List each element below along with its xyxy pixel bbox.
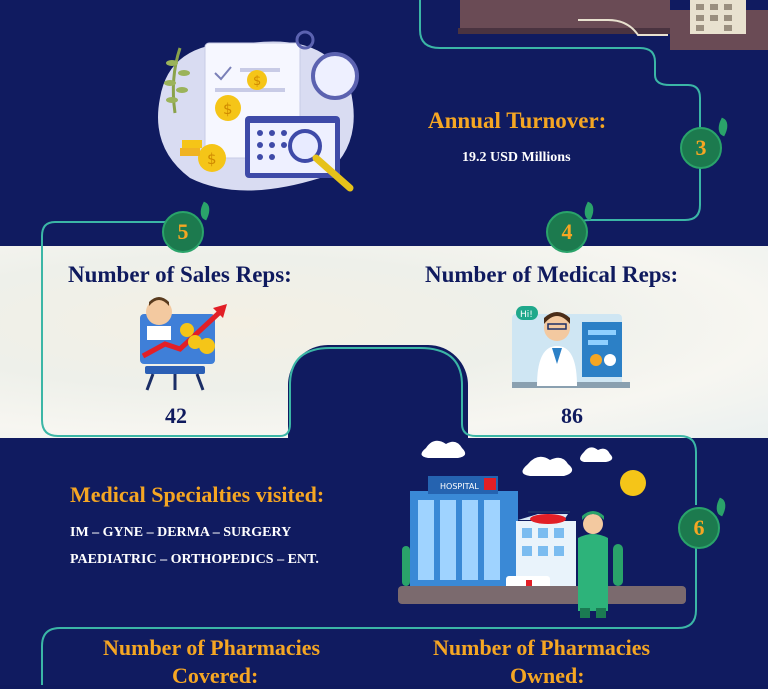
medical-reps-title: Number of Medical Reps: (425, 262, 679, 287)
specialties-title: Medical Specialties visited: (70, 482, 325, 507)
svg-text:$: $ (253, 74, 262, 89)
svg-text:$: $ (207, 150, 217, 168)
sales-reps-title: Number of Sales Reps: (68, 262, 292, 287)
specialties-line-2: PAEDIATRIC – ORTHOPEDICS – ENT. (70, 552, 319, 567)
pharmacies-owned-title-line-2: Owned: (510, 663, 585, 688)
turnover-value: 19.2 USD Millions (462, 150, 571, 165)
sales-growth-illustration (135, 294, 235, 394)
specialties-line-1: IM – GYNE – DERMA – SURGERY (70, 525, 292, 540)
badge-5: 5 (162, 211, 204, 253)
svg-text:$: $ (223, 100, 233, 118)
building-strip-illustration (458, 0, 768, 52)
hospital-illustration (398, 436, 688, 621)
pharmacies-owned-title-line-1: Number of Pharmacies (433, 635, 651, 660)
badge-3: 3 (680, 127, 722, 169)
finance-documents-illustration (150, 28, 370, 198)
hospital-sign-text: HOSPITAL (440, 482, 479, 491)
medical-reps-value: 86 (561, 403, 583, 428)
hi-bubble-text: Hi! (520, 310, 533, 320)
pharmacies-covered-title-line-2: Covered: (172, 663, 259, 688)
sales-reps-value: 42 (165, 403, 187, 428)
pharmacies-covered-title-line-1: Number of Pharmacies (103, 635, 321, 660)
badge-4: 4 (546, 211, 588, 253)
doctor-screen-illustration (512, 302, 637, 392)
badge-6: 6 (678, 507, 720, 549)
turnover-title: Annual Turnover: (428, 108, 607, 133)
